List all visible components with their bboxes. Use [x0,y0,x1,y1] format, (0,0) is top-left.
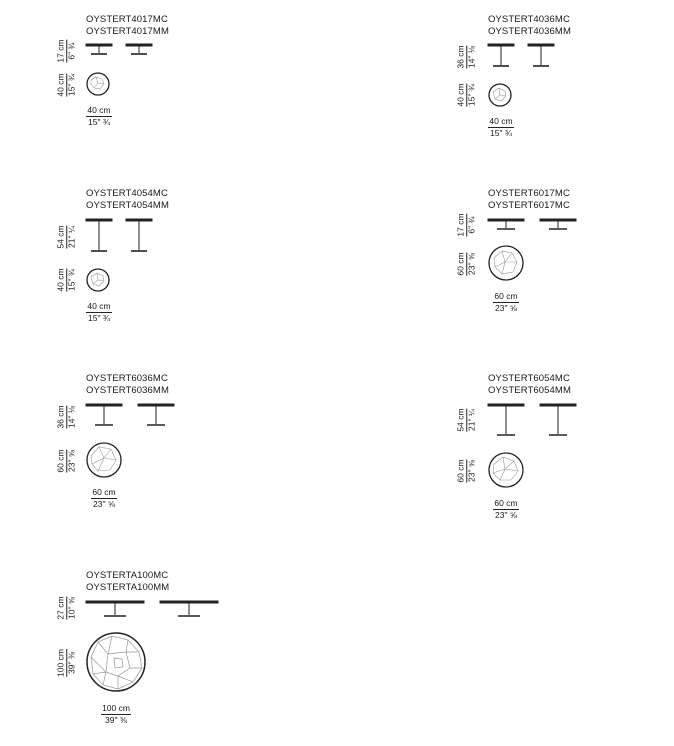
depth-dimension: 40 cm 15" ¾ [55,73,76,97]
side-elevation-views [86,44,156,58]
side-view-table [488,44,514,66]
top-view-tabletop [86,632,148,694]
product-codes [86,188,169,211]
height-dimension: 54 cm 21" ¼ [455,408,476,432]
product-code: OYSTERT6054MM [488,384,571,396]
side-elevation-views [86,219,156,253]
side-view-table [86,404,122,425]
side-elevation-views [86,404,178,428]
product-code: OYSTERTA100MM [86,581,170,593]
side-view-table [488,404,524,435]
side-view-table [488,219,524,229]
product-codes [86,373,169,396]
depth-dimension: 60 cm 23" ⅝ [455,252,476,276]
front-view-table [138,404,174,425]
side-view-table [86,44,112,54]
top-view-tabletop [488,452,525,489]
product-code: OYSTERT6017MC [488,199,570,211]
front-view-table [540,219,576,229]
width-dimension: 100 cm 39" ⅜ [102,703,130,725]
height-dimension: 17 cm 6" ¾ [455,213,476,237]
side-elevation-views [488,404,580,438]
product-code: OYSTERT4017MC [86,14,168,25]
depth-dimension: 40 cm 15" ¾ [455,83,476,107]
product-code: OYSTERT4017MM [86,25,169,37]
front-view-table [160,601,218,616]
width-dimension: 40 cm 15" ¾ [87,105,111,127]
front-view-table [528,44,554,66]
depth-dimension: 60 cm 23" ⅝ [55,449,76,473]
depth-dimension: 60 cm 23" ⅝ [455,459,476,483]
product-code: OYSTERT6036MC [86,373,168,384]
product-code: OYSTERT6036MM [86,384,169,396]
product-codes [86,14,169,37]
product-codes [488,188,570,211]
top-view-tabletop [488,245,525,282]
height-dimension: 17 cm 6" ¾ [55,39,76,63]
height-dimension: 36 cm 14" ⅛ [455,45,476,69]
side-elevation-views [488,219,580,233]
product-code: OYSTERTA100MC [86,570,169,581]
side-view-table [86,219,112,251]
top-view-tabletop [488,83,514,109]
height-dimension: 36 cm 14" ⅛ [55,405,76,429]
depth-dimension: 40 cm 15" ¾ [55,268,76,292]
product-code: OYSTERT4036MM [488,25,571,37]
side-elevation-views [488,44,558,70]
height-dimension: 54 cm 21" ¼ [55,225,76,249]
width-dimension: 60 cm 23" ⅝ [494,498,518,520]
product-code: OYSTERT6054MC [488,373,570,384]
product-code: OYSTERT6017MC [488,188,570,199]
width-dimension: 40 cm 15" ¾ [489,116,513,138]
front-view-table [126,44,152,54]
product-codes [86,570,169,593]
front-view-table [126,219,152,251]
product-code: OYSTERT4054MM [86,199,169,211]
width-dimension: 60 cm 23" ⅝ [494,291,518,313]
product-code: OYSTERT4054MC [86,188,168,199]
top-view-tabletop [86,268,112,294]
side-view-table [86,601,144,616]
product-code: OYSTERT4036MC [488,14,570,25]
product-codes [488,373,571,396]
top-view-tabletop [86,72,112,98]
width-dimension: 60 cm 23" ⅝ [92,487,116,509]
front-view-table [540,404,576,435]
width-dimension: 40 cm 15" ¾ [87,301,111,323]
product-codes [488,14,571,37]
side-elevation-views [86,601,222,619]
top-view-tabletop [86,442,123,479]
height-dimension: 27 cm 10" ⅝ [55,596,76,620]
depth-dimension: 100 cm 39" ⅜ [55,649,76,677]
